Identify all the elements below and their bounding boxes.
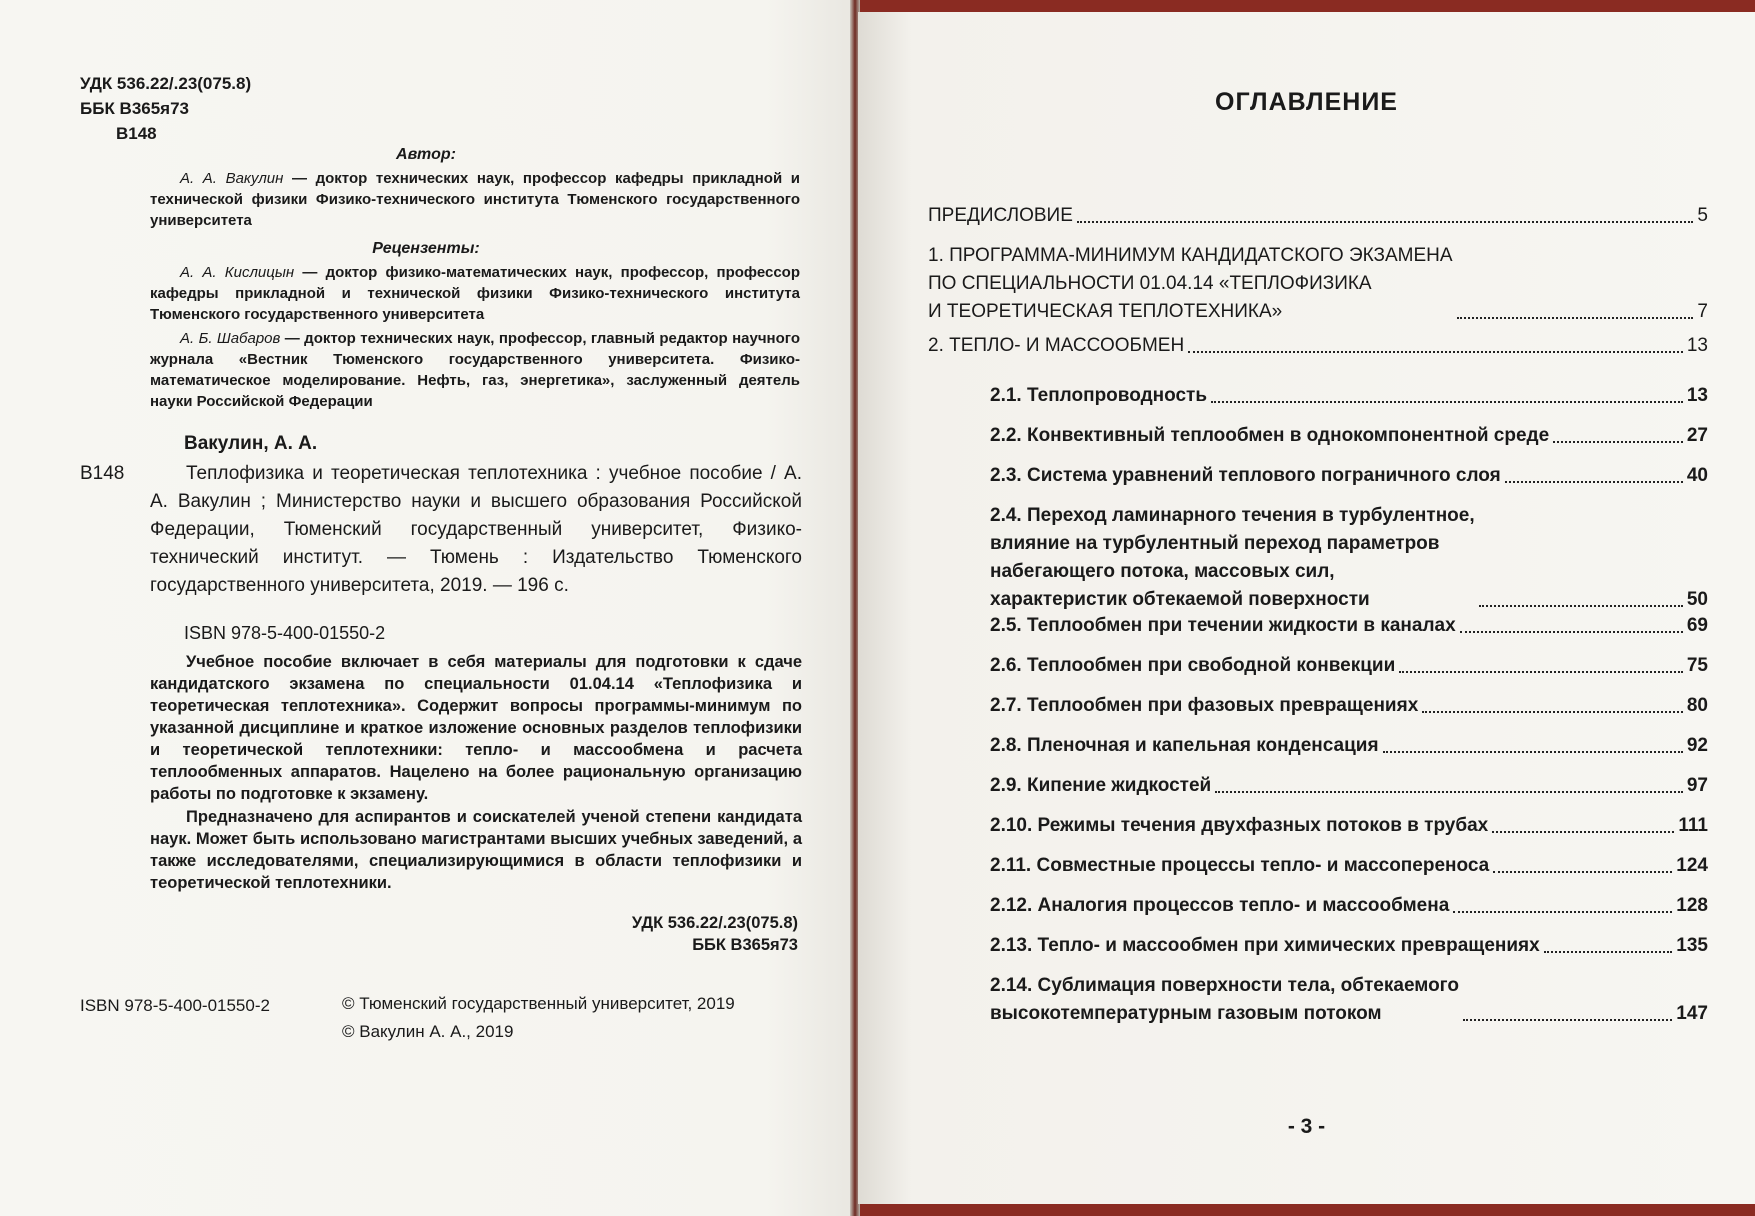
bottom-codes [632, 912, 798, 956]
toc-entry [990, 462, 1708, 490]
reviewer2-name: А. Б. Шабаров [180, 330, 281, 347]
abstract-paragraph-2: Предназначено для аспирантов и соискателей ученой степени кандидата наук. Может быть использовано магистрантами высших учебных заведений, а также исследователями, специализирующимися в области теплофизики и теоретической теплотехники. [150, 808, 802, 892]
toc-entry-title: 1. ПРОГРАММА-МИНИМУМ КАНДИДАТСКОГО ЭКЗАМЕНА ПО СПЕЦИАЛЬНОСТИ 01.04.14 «ТЕПЛОФИЗИКА И ТЕОРЕТИЧЕСКАЯ ТЕПЛОТЕХНИКА» [928, 245, 1453, 322]
reviewer2-desc: — доктор технических наук, профессор, главный редактор научного журнала «Вестник Тюменского государственного университета. Физико-математическое моделирование. Нефть, газ, энергетика», заслуженный деятель науки Российской Федерации [150, 330, 800, 410]
toc-leader-dots [1553, 441, 1683, 443]
toc-entry-title: 2.9. Кипение жидкостей [990, 775, 1212, 796]
reviewers-heading: Рецензенты: [372, 240, 480, 257]
toc-leader-dots [1479, 605, 1683, 607]
reviewer1-desc: — доктор физико-математических наук, профессор, профессор кафедры прикладной и технической физики Физико-технического института Тюменского государственного университета [150, 264, 800, 323]
toc-entry-page: 147 [1676, 1003, 1708, 1024]
toc-leader-dots [1457, 317, 1694, 319]
isbn-inline: ISBN 978-5-400-01550-2 [184, 623, 386, 643]
toc-entry-title: 2.10. Режимы течения двухфазных потоков в трубах [990, 815, 1489, 836]
toc-entry [990, 732, 1708, 760]
toc-entry [990, 772, 1708, 800]
toc-entry-title: 2.8. Пленочная и капельная конденсация [990, 735, 1379, 756]
main-author: Вакулин, А. А. [184, 433, 318, 454]
page-number: - 3 - [1287, 1115, 1326, 1138]
toc-entry-title: ПРЕДИСЛОВИЕ [928, 205, 1073, 226]
author-heading: Автор: [396, 146, 456, 163]
toc-entry-page: 75 [1686, 655, 1708, 676]
toc-entry-page: 5 [1697, 205, 1708, 226]
toc-entry-title: 2.7. Теплообмен при фазовых превращениях [990, 695, 1419, 716]
toc-leader-dots [1493, 871, 1672, 873]
bbk-bottom: ББК В365я73 [692, 936, 798, 954]
toc-entry-title: 2.5. Теплообмен при течении жидкости в каналах [990, 615, 1456, 636]
udk-bottom: УДК 536.22/.23(075.8) [631, 914, 798, 932]
toc-leader-dots [1422, 711, 1683, 713]
bibliographic-description: Теплофизика и теоретическая теплотехника : учебное пособие / А. А. Вакулин ; Министерство науки и высшего образования Российской Федерации, Тюменский государственный университет, Физико-технический институт. — Тюмень : Издательство Тюменского государственного университета, 2019. — 196 с. [150, 463, 802, 596]
toc-leader-dots [1492, 831, 1674, 833]
toc-leader-dots [1211, 401, 1683, 403]
toc-leader-dots [1399, 671, 1683, 673]
toc-entry-title: 2.1. Теплопроводность [990, 385, 1208, 406]
toc-entry-title: 2.11. Совместные процессы тепло- и массопереноса [990, 855, 1490, 876]
toc-leader-dots [1453, 911, 1672, 913]
author-name: А. А. Вакулин [180, 170, 284, 187]
isbn-bottom: ISBN 978-5-400-01550-2 [80, 996, 270, 1015]
toc-entry [990, 422, 1708, 450]
toc-leader-dots [1460, 631, 1683, 633]
toc-entry-page: 69 [1686, 615, 1708, 636]
toc-leader-dots [1215, 791, 1683, 793]
reviewer2-paragraph [150, 328, 800, 412]
reviewer1-name: А. А. Кислицын [180, 264, 295, 281]
toc-entry-title: 2.3. Система уравнений теплового пограничного слоя [990, 465, 1501, 486]
toc-entry [990, 892, 1708, 920]
toc-entry [928, 202, 1708, 230]
toc-entry [990, 812, 1708, 840]
toc-entry-page: 92 [1686, 735, 1708, 756]
toc-entry-page: 80 [1686, 695, 1708, 716]
toc-entry [990, 382, 1708, 410]
reviewer1-paragraph [150, 262, 800, 325]
toc-entry [990, 852, 1708, 880]
toc-leader-dots [1544, 951, 1673, 953]
toc-entry-title: 2.13. Тепло- и массообмен при химических превращениях [990, 935, 1540, 956]
toc-entry-page: 13 [1686, 335, 1708, 356]
toc-entry-page: 124 [1676, 855, 1708, 876]
toc-entry [990, 652, 1708, 680]
author-desc: — доктор технических наук, профессор кафедры прикладной и технической физики Физико-технического института Тюменского государственного университета [150, 170, 801, 229]
toc-entry [990, 932, 1708, 960]
abstract-paragraph-1: Учебное пособие включает в себя материалы для подготовки к сдаче кандидатского экзамена по специальности 01.04.14 «Теплофизика и теоретическая теплотехника». Содержит вопросы программы-минимум по указанной дисциплине и краткое изложение основных разделов теплофизики и теоретической теплотехники: тепло- и массообмена и расчета теплообменных аппаратов. Нацелено на более рациональную организацию работы по подготовке к экзамену. [150, 653, 802, 803]
toc-entry-page: 50 [1686, 589, 1708, 610]
toc-entry-page: 97 [1686, 775, 1708, 796]
toc-leader-dots [1077, 221, 1694, 223]
toc-entry-title: 2.6. Теплообмен при свободной конвекции [990, 655, 1396, 676]
toc-entry-title: 2.12. Аналогия процессов тепло- и массообмена [990, 895, 1450, 916]
toc-entry-title: 2. ТЕПЛО- И МАССООБМЕН [928, 335, 1185, 356]
copyright-university: © Тюменский государственный университет, 2019 [342, 994, 735, 1013]
right-page [858, 12, 1755, 1204]
toc-leader-dots [1505, 481, 1683, 483]
toc-leader-dots [1463, 1019, 1672, 1021]
toc-leader-dots [1383, 751, 1683, 753]
toc-entry [928, 332, 1708, 360]
toc-entry-page: 27 [1686, 425, 1708, 446]
toc-entry-page: 135 [1676, 935, 1708, 956]
toc-entry-page: 40 [1686, 465, 1708, 486]
udk-top: УДК 536.22/.23(075.8) [80, 74, 252, 93]
toc-entry [990, 502, 1708, 614]
toc-entry [928, 242, 1708, 326]
toc-leader-dots [1188, 351, 1683, 353]
copyright-block [342, 990, 735, 1046]
copyright-author: © Вакулин А. А., 2019 [342, 1022, 514, 1041]
toc-entry [990, 612, 1708, 640]
left-page [0, 0, 852, 1216]
toc-entry-page: 7 [1697, 301, 1708, 322]
toc-entry [990, 692, 1708, 720]
cipher: В148 [80, 463, 125, 484]
bbk-top: ББК В365я73 [80, 99, 190, 118]
author-paragraph [150, 168, 800, 231]
toc-entry-title: 2.14. Сублимация поверхности тела, обтекаемого высокотемпературным газовым потоком [990, 975, 1459, 1024]
toc-entry [990, 972, 1708, 1028]
toc-entry-title: 2.2. Конвективный теплообмен в однокомпонентной среде [990, 425, 1550, 446]
cipher-top: В148 [116, 124, 157, 143]
toc-title: ОГЛАВЛЕНИЕ [1215, 88, 1398, 116]
toc-entry-page: 128 [1676, 895, 1708, 916]
toc-entry-page: 13 [1686, 385, 1708, 406]
toc-entry-title: 2.4. Переход ламинарного течения в турбулентное, влияние на турбулентный переход параметров набегающего потока, массовых сил, характеристик обтекаемой поверхности [990, 505, 1475, 610]
toc-entry-page: 111 [1678, 815, 1708, 836]
